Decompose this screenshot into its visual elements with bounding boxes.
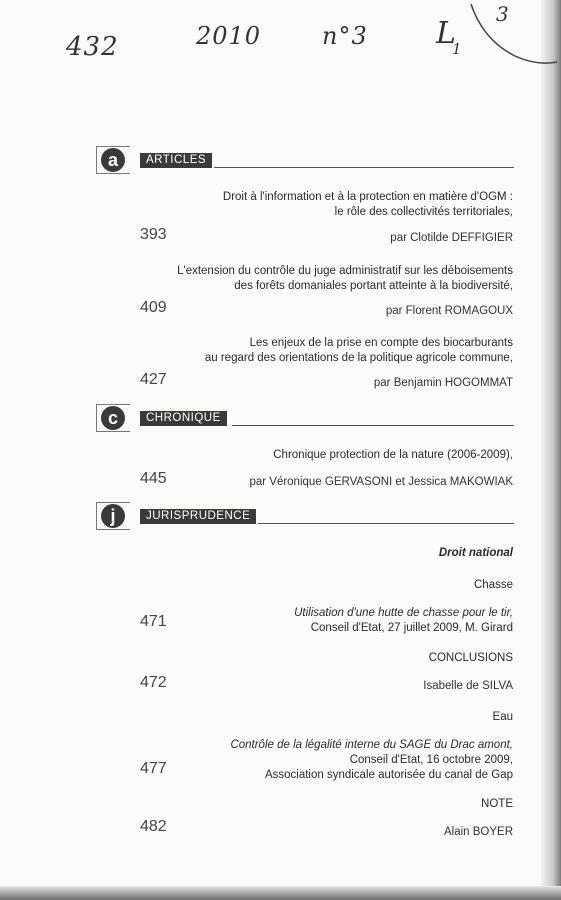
section-articles-header bbox=[96, 146, 514, 174]
section-chronique-header bbox=[96, 404, 514, 432]
jurisprudence-entry bbox=[230, 738, 513, 783]
handwritten-corner: 3 bbox=[496, 2, 510, 26]
page-number: 471 bbox=[140, 613, 167, 630]
section-rule bbox=[232, 425, 514, 426]
handwritten-curve-icon bbox=[465, 0, 561, 70]
article-title-line: Les enjeux de la prise en compte des biocarburants bbox=[249, 337, 513, 349]
entry-line: Utilisation d'une hutte de chasse pour le tir, bbox=[294, 607, 513, 619]
note-heading: NOTE bbox=[481, 798, 513, 810]
handwritten-issue: n°3 bbox=[322, 22, 368, 50]
section-label: ARTICLES bbox=[140, 153, 212, 168]
section-rule bbox=[214, 167, 514, 168]
page-number: 472 bbox=[140, 674, 167, 691]
handwritten-mark: L bbox=[436, 16, 457, 51]
page-bottom-edge bbox=[0, 886, 561, 900]
jurisprudence-entry bbox=[294, 606, 513, 636]
article-title-line: des forêts domaniales portant atteinte à la biodiversité, bbox=[234, 280, 513, 292]
article-author: par Florent ROMAGOUX bbox=[385, 305, 513, 317]
section-letter-icon: a bbox=[101, 148, 125, 172]
conclusions-heading: CONCLUSIONS bbox=[428, 652, 513, 664]
page-number: 477 bbox=[140, 760, 167, 777]
subheading-eau: Eau bbox=[492, 711, 513, 723]
entry-line: Conseil d'Etat, 16 octobre 2009, bbox=[349, 754, 513, 766]
article-title-line: le rôle des collectivités territoriales, bbox=[334, 206, 513, 218]
article-title-line: L'extension du contrôle du juge administratif sur les déboisements bbox=[177, 265, 513, 277]
section-letter-icon: c bbox=[101, 406, 125, 430]
section-label: CHRONIQUE bbox=[140, 411, 227, 426]
article-title bbox=[205, 336, 513, 366]
subheading-chasse: Chasse bbox=[474, 579, 513, 591]
page-number: 393 bbox=[140, 226, 167, 243]
conclusions-author: Isabelle de SILVA bbox=[423, 680, 513, 692]
handwritten-sub: 1 bbox=[452, 40, 463, 58]
entry-line: Conseil d'Etat, 27 juillet 2009, M. Girard bbox=[310, 622, 513, 634]
page-edge-shadow bbox=[541, 0, 561, 900]
section-label: JURISPRUDENCE bbox=[140, 509, 256, 524]
article-title-line: Droit à l'information et à la protection en matière d'OGM : bbox=[222, 191, 513, 203]
page-number: 482 bbox=[140, 818, 167, 835]
handwritten-ref: 432 bbox=[66, 32, 119, 62]
article-title bbox=[223, 190, 513, 220]
section-jurisprudence-header bbox=[96, 502, 514, 530]
handwritten-year: 2010 bbox=[196, 22, 262, 50]
article-author: par Benjamin HOGOMMAT bbox=[373, 377, 513, 389]
page-number: 445 bbox=[140, 470, 167, 487]
chronique-author: par Véronique GERVASONI et Jessica MAKOWIAK bbox=[249, 476, 513, 488]
entry-line: Contrôle de la légalité interne du SAGE du Drac amont, bbox=[230, 739, 513, 751]
section-letter-icon: j bbox=[101, 504, 125, 528]
page-number: 409 bbox=[140, 299, 167, 316]
page-number: 427 bbox=[140, 371, 167, 388]
section-rule bbox=[258, 523, 514, 524]
entry-line: Association syndicale autorisée du canal de Gap bbox=[264, 769, 513, 781]
note-author: Alain BOYER bbox=[443, 826, 513, 838]
article-author: par Clotilde DEFFIGIER bbox=[390, 232, 513, 244]
article-title bbox=[177, 264, 513, 294]
article-title-line: au regard des orientations de la politique agricole commune, bbox=[204, 352, 513, 364]
chronique-title: Chronique protection de la nature (2006-2009), bbox=[273, 449, 513, 461]
droit-national-heading: Droit national bbox=[438, 547, 513, 559]
